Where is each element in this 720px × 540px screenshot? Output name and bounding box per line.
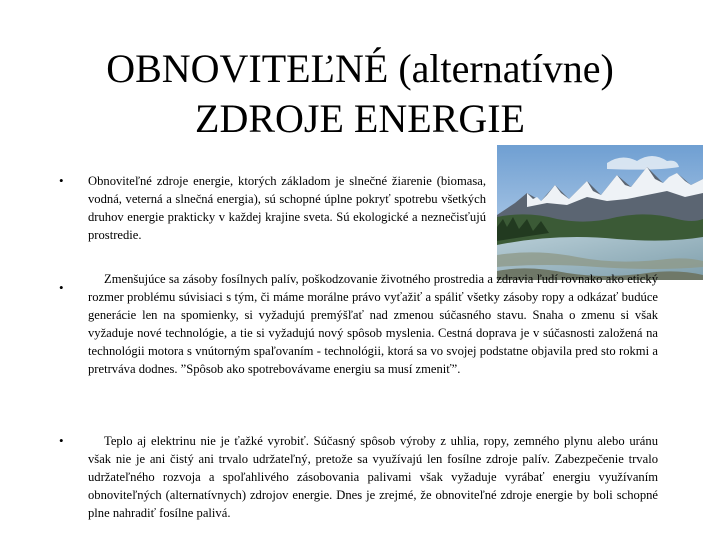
slide-title — [40, 44, 680, 144]
paragraph-3: Teplo aj elektrinu nie je ťažké vyrobiť. Súčasný spôsob výroby z uhlia, ropy, zemného plynu alebo uránu však nie je ani čistý ani trvalo udržateľný, pretože sa využívajú len fosílne zdroje palív. Zabezpečenie trvalo udržateľného rozvoja a spoľahlivého zásobovania palivami však vyžaduje vyrábať energiu využívaním obnoviteľných (alternatívnych) zdrojov energie. Dnes je zrejmé, že obnoviteľné zdroje energie by boli schopné plne nahradiť fosílne palivá. — [88, 434, 658, 520]
title-line-2: ZDROJE ENERGIE — [195, 96, 525, 141]
title-line-1: OBNOVITEĽNÉ (alternatívne) — [106, 46, 614, 91]
bullet-2: • — [59, 280, 64, 295]
mountain-lake-photo — [497, 145, 703, 280]
bullet-1: • — [59, 173, 64, 188]
paragraph-1: Obnoviteľné zdroje energie, ktorých základom je slnečné žiarenie (biomasa, vodná, veterná a slnečná energia), sú schopné úplne pokryť spotrebu všetkých druhov energie prakticky v každej krajine sveta. Sú ekologické a neznečisťujú prostredie. — [88, 174, 486, 242]
bullet-3: • — [59, 433, 64, 448]
paragraph-2: Zmenšujúce sa zásoby fosílnych palív, poškodzovanie životného prostredia a zdravia ľudí rovnako ako etický rozmer problému súvisiaci s tým, či máme morálne právo vyťažiť a spáliť všetky zásoby ropy a odkázať budúce generácie len na spomienky, si vyžadujú premýšľať nad zmenou súčasného stavu. Snaha o zmenu si však vyžaduje nové technológie, a tie si vyžadujú nový spôsob myslenia. Cestná doprava je v súčasnosti založená na technológii motora s vnútorným spaľovaním - technológii, ktorá sa vo svojej podstatne objavila pred sto rokmi a pretrváva dodnes. ”Spôsob ako spotrebovávame energiu sa musí zmeniť”. — [88, 272, 658, 376]
